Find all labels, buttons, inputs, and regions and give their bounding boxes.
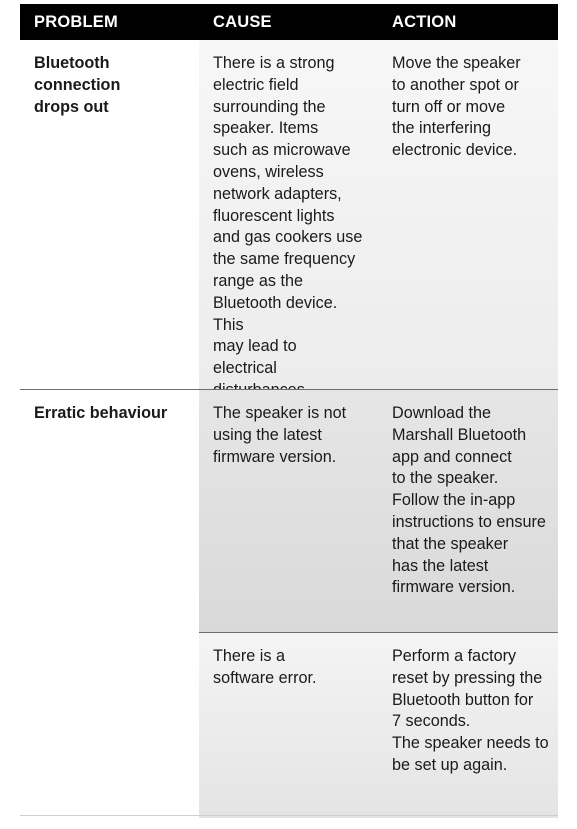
cause-cell: The speaker is not using the latest firmware version. <box>199 390 378 632</box>
troubleshooting-table <box>20 4 558 818</box>
header-problem: PROBLEM <box>34 12 118 31</box>
table-header <box>20 4 558 40</box>
problem-cell <box>20 632 199 818</box>
action-cell: Download the Marshall Bluetooth app and connect to the speaker. Follow the in-app instructions to ensure that the speaker has the latest firmware version. <box>378 390 558 632</box>
table-bottom-divider <box>20 815 558 816</box>
problem-cell: Erratic behaviour <box>20 390 199 632</box>
table-row <box>20 389 558 632</box>
cause-cell: There is a strong electric field surrounding the speaker. Items such as microwave ovens, wireless network adapters, fluorescent lights and gas cookers use the same frequency range as the Bluetooth device. This may lead to electrical <box>199 40 378 389</box>
cause-cell: There is a software error. <box>199 632 378 818</box>
problem-cell: Bluetooth connection drops out <box>20 40 199 389</box>
action-cell: Perform a factory reset by pressing the Bluetooth button for 7 seconds. The speaker needs to be set up again. <box>378 632 558 818</box>
action-cell: Move the speaker to another spot or turn off or move the interfering electronic device. <box>378 40 558 389</box>
table-row <box>20 632 558 818</box>
header-action: ACTION <box>392 12 457 31</box>
table-row <box>20 40 558 389</box>
header-cause: CAUSE <box>213 12 272 31</box>
